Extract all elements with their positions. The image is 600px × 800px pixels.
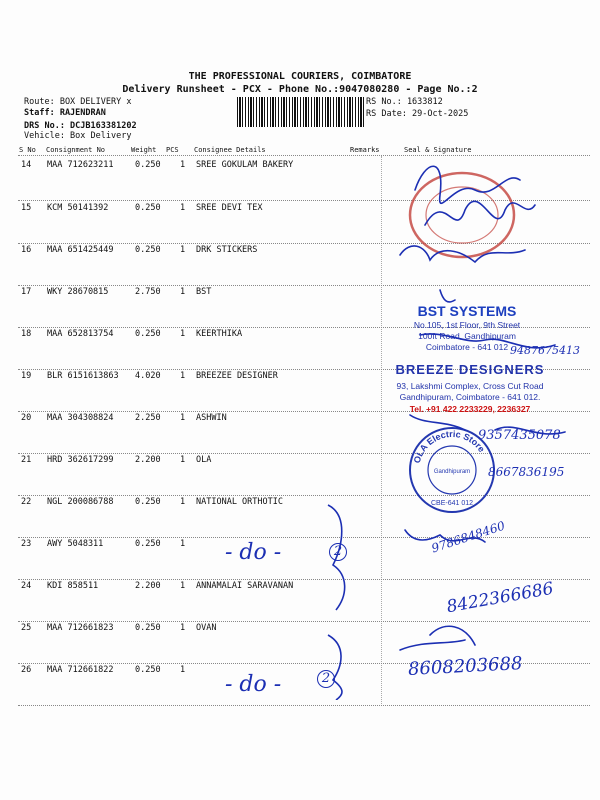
route-label: Route: BOX DELIVERY x [24, 97, 132, 107]
ola-ring-text: OLA Electric Store [411, 428, 487, 465]
row23-phone: 9786848460 [429, 518, 507, 556]
row-weight: 2.200 [135, 581, 161, 591]
row24-phone: 8422366686 [445, 578, 556, 618]
row-consignment: AWY 5048311 [47, 539, 104, 549]
bst-stamp-addr1: No.105, 1st Floor, 9th Street [413, 320, 521, 330]
rs-number: RS No.: 1633812 [366, 97, 443, 107]
row-sno: 16 [21, 245, 32, 255]
row-weight: 0.250 [135, 497, 161, 507]
row-pcs: 1 [180, 160, 186, 170]
row-weight: 4.020 [135, 371, 161, 381]
row-sno: 22 [21, 497, 32, 507]
bst-stamp-name: BST SYSTEMS [417, 303, 517, 319]
rs-date: RS Date: 29-Oct-2025 [366, 109, 469, 119]
col-pcs: PCS [166, 146, 179, 154]
row-consignee: SREE GOKULAM BAKERY [196, 160, 294, 170]
row-consignee: ANNAMALAI SARAVANAN [196, 581, 294, 591]
row-pcs: 1 [180, 329, 186, 339]
row-weight: 0.250 [135, 623, 161, 633]
row-consignee: KEERTHIKA [196, 329, 243, 339]
col-sno: S No [19, 146, 36, 154]
row-consignment: MAA 652813754 [47, 329, 114, 339]
breeze-stamp-tel: Tel. +91 422 2233229, 2236327 [409, 404, 531, 414]
row-weight: 0.250 [135, 539, 161, 549]
col-weight: Weight [131, 146, 157, 154]
row-pcs: 1 [180, 497, 186, 507]
company-title: THE PROFESSIONAL COURIERS, COIMBATORE [188, 71, 412, 82]
row-pcs: 1 [180, 455, 186, 465]
row-sno: 19 [21, 371, 32, 381]
row-weight: 0.250 [135, 160, 161, 170]
col-seal: Seal & Signature [404, 146, 472, 154]
row-sno: 15 [21, 203, 32, 213]
row-pcs: 1 [180, 371, 186, 381]
row-sno: 26 [21, 665, 32, 675]
vehicle-label: Vehicle: Box Delivery [24, 131, 132, 141]
bst-stamp-addr3: Coimbatore - 641 012 [425, 342, 509, 352]
breeze-stamp-addr1: 93, Lakshmi Complex, Cross Cut Road [396, 381, 544, 391]
bst-stamp-addr2: 100ft Road, Gandhipuram [418, 331, 516, 341]
row-sno: 25 [21, 623, 32, 633]
row-consignment: MAA 651425449 [47, 245, 114, 255]
row26-ditto-ref: 2 [317, 670, 335, 688]
row-consignee: OLA [196, 455, 212, 465]
col-remarks: Remarks [350, 146, 380, 154]
row-sno: 21 [21, 455, 32, 465]
row-consignment: MAA 712661823 [47, 623, 114, 633]
row-sno: 18 [21, 329, 32, 339]
row-consignee: SREE DEVI TEX [196, 203, 263, 213]
row-sno: 20 [21, 413, 32, 423]
row-consignment: MAA 712623211 [47, 160, 114, 170]
row-pcs: 1 [180, 623, 186, 633]
row-pcs: 1 [180, 287, 186, 297]
row-weight: 0.250 [135, 665, 161, 675]
row-weight: 2.200 [135, 455, 161, 465]
row26-phone: 8608203688 [407, 653, 524, 680]
row-consignee: ASHWIN [196, 413, 227, 423]
row-consignment: KCM 50141392 [47, 203, 109, 213]
breeze-stamp-name: BREEZE DESIGNERS [395, 362, 545, 377]
row23-ditto-ref: 2 [329, 543, 347, 561]
barcode [237, 97, 364, 127]
row-consignment: WKY 28670815 [47, 287, 109, 297]
row-weight: 2.250 [135, 413, 161, 423]
row-consignee: OVAN [196, 623, 217, 633]
bst-phone: 9487675413 [510, 344, 580, 357]
breeze-stamp-addr2: Gandhipuram, Coimbatore - 641 012. [399, 392, 541, 402]
row-sno: 14 [21, 160, 32, 170]
row-consignment: HRD 362617299 [47, 455, 114, 465]
ola-center-text: Gandhipuram [433, 469, 471, 475]
row-pcs: 1 [180, 413, 186, 423]
col-consignment: Consignment No [46, 146, 106, 154]
row-weight: 0.250 [135, 245, 161, 255]
row-consignee: DRK STICKERS [196, 245, 258, 255]
row-consignment: NGL 200086788 [47, 497, 114, 507]
row-consignment: MAA 304308824 [47, 413, 114, 423]
row-consignee: BST [196, 287, 212, 297]
row-consignment: BLR 6151613863 [47, 371, 119, 381]
row26-ditto: - do - [225, 672, 282, 697]
row-pcs: 1 [180, 245, 186, 255]
ola-bottom-text: CBE-641 012 [430, 500, 474, 507]
row-weight: 0.250 [135, 203, 161, 213]
ashwin-phone: 9357435078 [478, 428, 561, 443]
row-pcs: 1 [180, 581, 186, 591]
row-consignee: NATIONAL ORTHOTIC [196, 497, 283, 507]
row-weight: 2.750 [135, 287, 161, 297]
row-consignee: BREEZEE DESIGNER [196, 371, 278, 381]
row-sno: 17 [21, 287, 32, 297]
runsheet-title: Delivery Runsheet - PCX - Phone No.:9047080280 - Page No.:2 [122, 84, 478, 95]
col-consignee: Consignee Details [194, 146, 266, 154]
row-weight: 0.250 [135, 329, 161, 339]
row-sno: 23 [21, 539, 32, 549]
drs-label: DRS No.: DCJB163381202 [24, 121, 137, 131]
row-sno: 24 [21, 581, 32, 591]
ola-phone: 8667836195 [488, 465, 565, 479]
row-consignment: MAA 712661822 [47, 665, 114, 675]
row23-ditto: - do - [225, 540, 282, 565]
row-pcs: 1 [180, 539, 186, 549]
row-consignment: KDI 858511 [47, 581, 99, 591]
row-pcs: 1 [180, 203, 186, 213]
row-pcs: 1 [180, 665, 186, 675]
staff-label: Staff: RAJENDRAN [24, 108, 106, 118]
